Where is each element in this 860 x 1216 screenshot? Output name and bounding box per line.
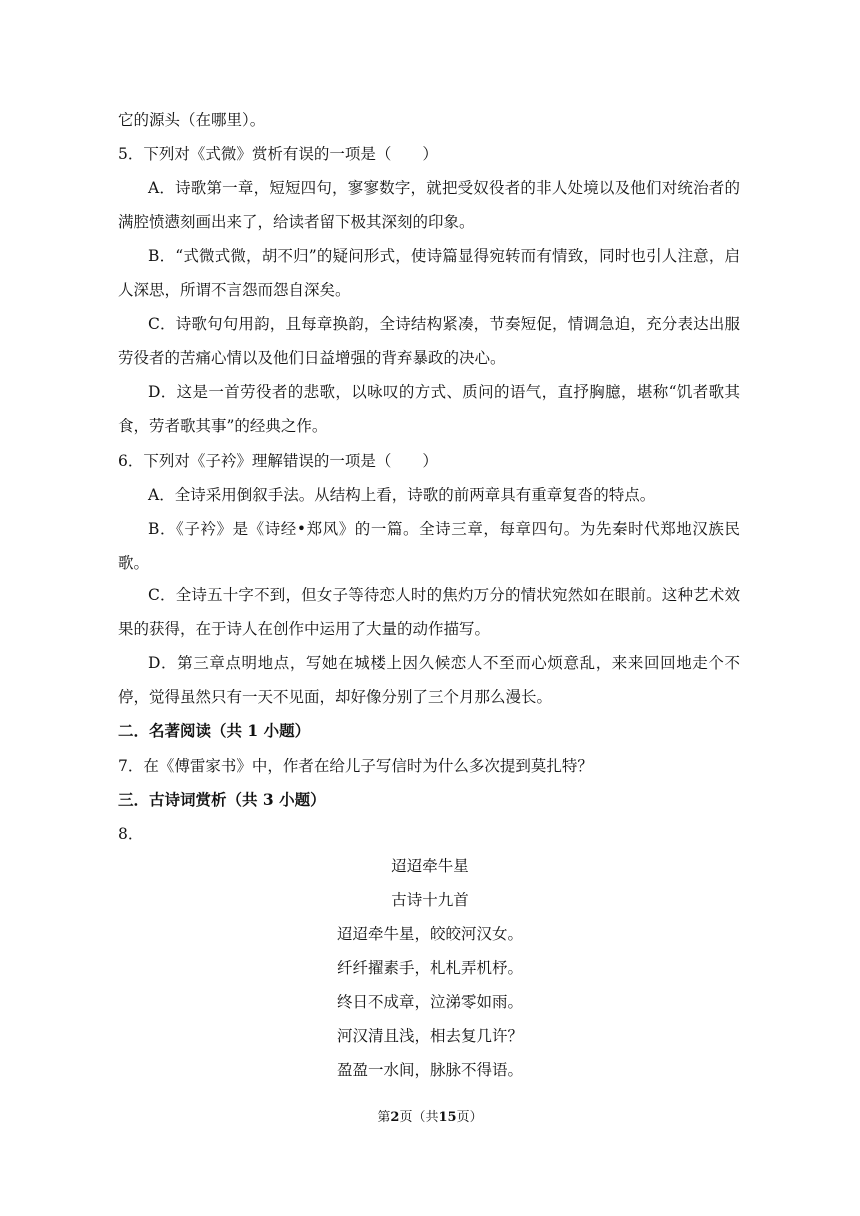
- footer-total-pages: 15: [438, 1110, 457, 1125]
- poem-line: 河汉清且浅，相去复几许？: [336, 1027, 523, 1045]
- q5-option-c: C．诗歌句句用韵，且每章换韵，全诗结构紧凑，节奏短促，情调急迫，充分表达出服劳役者的苦痛心情以及他们日益增强的背弃暴政的决心。: [118, 315, 740, 367]
- q8-number: 8．: [118, 825, 144, 843]
- section-heading-classics: 二．名著阅读（共 1 小题）: [118, 721, 311, 740]
- section-heading-poetry: 三．古诗词赏析（共 3 小题）: [118, 790, 326, 809]
- q5-option-b: B．“式微式微，胡不归”的疑问形式，使诗篇显得宛转而有情致，同时也引人注意，启人深思，所谓不言怨而怨自深矣。: [118, 247, 740, 299]
- page-footer: [0, 1109, 860, 1127]
- footer-page-number: 2: [390, 1110, 400, 1125]
- poem-line: 纤纤擢素手，札札弄机杼。: [336, 959, 523, 977]
- q4-continuation: 它的源头（在哪里）。: [118, 111, 266, 129]
- poem-line: 盈盈一水间，脉脉不得语。: [336, 1061, 523, 1079]
- poem-line: 迢迢牵牛星，皎皎河汉女。: [336, 925, 523, 943]
- q6-option-a: A．全诗采用倒叙手法。从结构上看，诗歌的前两章具有重章复沓的特点。: [148, 486, 656, 504]
- q6-stem: 6．下列对《子衿》理解错误的一项是（ ）: [118, 452, 438, 470]
- footer-mid: 页（共: [399, 1110, 439, 1125]
- q5-option-d: D．这是一首劳役者的悲歌，以咏叹的方式、质问的语气，直抒胸臆，堪称“饥者歌其食，劳者歌其事”的经典之作。: [118, 383, 740, 435]
- q6-option-d: D．第三章点明地点，写她在城楼上因久候恋人不至而心烦意乱，来来回回地走个不停，觉得虽然只有一天不见面，却好像分别了三个月那么漫长。: [118, 654, 740, 706]
- q6-option-c: C．全诗五十字不到，但女子等待恋人时的焦灼万分的情状宛然如在眼前。这种艺术效果的获得，在于诗人在创作中运用了大量的动作描写。: [118, 586, 740, 638]
- footer-suffix: 页）: [456, 1110, 483, 1125]
- q5-stem: 5．下列对《式微》赏析有误的一项是（ ）: [118, 145, 438, 163]
- poem-line: 终日不成章，泣涕零如雨。: [336, 993, 523, 1011]
- q6-option-b: B．《子衿》是《诗经•郑风》的一篇。全诗三章，每章四句。为先秦时代郑地汉族民歌。: [118, 520, 740, 572]
- poem-author: 古诗十九首: [391, 891, 469, 909]
- poem-title: 迢迢牵牛星: [391, 857, 469, 875]
- q7-stem: 7．在《傅雷家书》中，作者在给儿子写信时为什么多次提到莫扎特？: [118, 757, 593, 775]
- footer-prefix: 第: [377, 1110, 391, 1125]
- q5-option-a: A．诗歌第一章，短短四句，寥寥数字，就把受奴役者的非人处境以及他们对统治者的满腔愤懑刻画出来了，给读者留下极其深刻的印象。: [118, 179, 740, 231]
